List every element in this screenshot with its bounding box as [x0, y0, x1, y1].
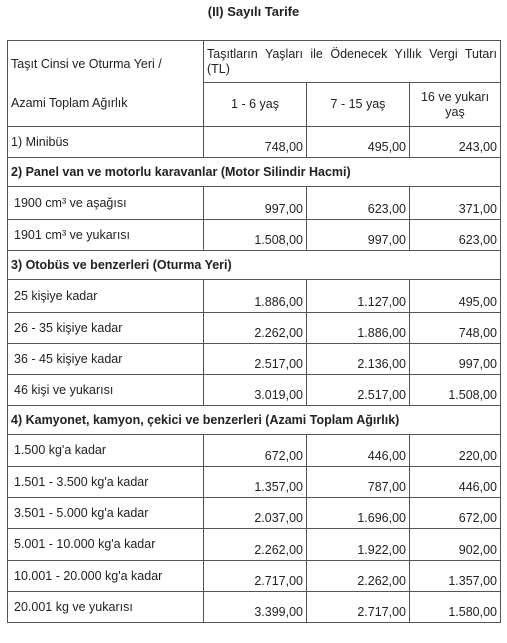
row-label: 1.500 kg'a kadar: [8, 435, 204, 467]
tax-value-1: 2.262,00: [204, 313, 307, 344]
row-label: 1900 cm³ ve aşağısı: [8, 187, 204, 220]
section-row: [8, 406, 501, 435]
tax-value-1: 3.019,00: [204, 375, 307, 406]
tax-value-1: 2.037,00: [204, 498, 307, 529]
table-row: [8, 220, 501, 251]
table-row: [8, 498, 501, 529]
table-row: [8, 592, 501, 623]
tax-value-3: 902,00: [410, 529, 501, 561]
row-label: 1.501 - 3.500 kg'a kadar: [8, 467, 204, 498]
section-heading: 4) Kamyonet, kamyon, çekici ve benzerleri (Azami Toplam Ağırlık): [8, 406, 501, 435]
tax-value-2: 2.517,00: [307, 375, 410, 406]
tax-value-2: 1.886,00: [307, 313, 410, 344]
table-row: [8, 280, 501, 313]
row-label: 46 kişi ve yukarısı: [8, 375, 204, 406]
tariff-title: (II) Sayılı Tarife: [207, 4, 300, 19]
tax-value-2: 787,00: [307, 467, 410, 498]
tariff-table-body: [8, 41, 501, 623]
tax-value-2: 1.127,00: [307, 280, 410, 313]
tax-value-3: 1.580,00: [410, 592, 501, 623]
header-vehicle-type-label: Taşıt Cinsi ve Oturma Yeri /: [11, 57, 162, 71]
tax-value-3: 220,00: [410, 435, 501, 467]
table-row: [8, 187, 501, 220]
tax-value-1: 672,00: [204, 435, 307, 467]
tax-value-2: 1.696,00: [307, 498, 410, 529]
tax-value-3: 495,00: [410, 280, 501, 313]
table-row: [8, 127, 501, 158]
tax-value-3: 446,00: [410, 467, 501, 498]
table-row: [8, 375, 501, 406]
tax-value-1: 2.517,00: [204, 344, 307, 375]
table-row: [8, 467, 501, 498]
tax-value-3: 997,00: [410, 344, 501, 375]
table-row: [8, 435, 501, 467]
tax-value-3: 243,00: [410, 127, 501, 158]
tax-value-2: 2.717,00: [307, 592, 410, 623]
table-row: [8, 344, 501, 375]
row-label: 5.001 - 10.000 kg'a kadar: [8, 529, 204, 561]
tax-value-3: 371,00: [410, 187, 501, 220]
tax-value-1: 1.508,00: [204, 220, 307, 251]
row-label: 1) Minibüs: [8, 127, 204, 158]
section-row: [8, 251, 501, 280]
header-tax-amount-cell: Taşıtların Yaşları ile Ödenecek Yıllık Vergi Tutarı (TL): [204, 41, 501, 83]
section-row: [8, 158, 501, 187]
tax-value-1: 2.717,00: [204, 561, 307, 592]
tax-value-2: 1.922,00: [307, 529, 410, 561]
tax-value-1: 748,00: [204, 127, 307, 158]
tax-value-2: 446,00: [307, 435, 410, 467]
header-vehicle-type-cell: [8, 41, 204, 127]
header-weight-label: Azami Toplam Ağırlık: [11, 96, 128, 110]
row-label: 25 kişiye kadar: [8, 280, 204, 313]
tax-value-2: 2.136,00: [307, 344, 410, 375]
section-heading: 2) Panel van ve motorlu karavanlar (Motor Silindir Hacmi): [8, 158, 501, 187]
tax-value-2: 2.262,00: [307, 561, 410, 592]
row-label: 26 - 35 kişiye kadar: [8, 313, 204, 344]
tax-value-3: 748,00: [410, 313, 501, 344]
table-row: [8, 313, 501, 344]
tax-value-1: 3.399,00: [204, 592, 307, 623]
row-label: 20.001 kg ve yukarısı: [8, 592, 204, 623]
header-age-7-15: 7 - 15 yaş: [307, 83, 410, 127]
tax-value-2: 997,00: [307, 220, 410, 251]
tax-value-3: 1.357,00: [410, 561, 501, 592]
row-label: 10.001 - 20.000 kg'a kadar: [8, 561, 204, 592]
tax-value-2: 623,00: [307, 187, 410, 220]
section-heading: 3) Otobüs ve benzerleri (Oturma Yeri): [8, 251, 501, 280]
header-age-16-plus: 16 ve yukarı yaş: [410, 83, 501, 127]
row-label: 1901 cm³ ve yukarısı: [8, 220, 204, 251]
tax-value-3: 1.508,00: [410, 375, 501, 406]
tax-value-1: 2.262,00: [204, 529, 307, 561]
tax-value-3: 623,00: [410, 220, 501, 251]
tariff-table: [7, 40, 501, 623]
tax-value-1: 997,00: [204, 187, 307, 220]
header-row-top: [8, 41, 501, 83]
header-age-1-6: 1 - 6 yaş: [204, 83, 307, 127]
tax-value-2: 495,00: [307, 127, 410, 158]
tax-value-1: 1.357,00: [204, 467, 307, 498]
tax-value-1: 1.886,00: [204, 280, 307, 313]
row-label: 3.501 - 5.000 kg'a kadar: [8, 498, 204, 529]
row-label: 36 - 45 kişiye kadar: [8, 344, 204, 375]
tax-value-3: 672,00: [410, 498, 501, 529]
table-row: [8, 561, 501, 592]
table-row: [8, 529, 501, 561]
